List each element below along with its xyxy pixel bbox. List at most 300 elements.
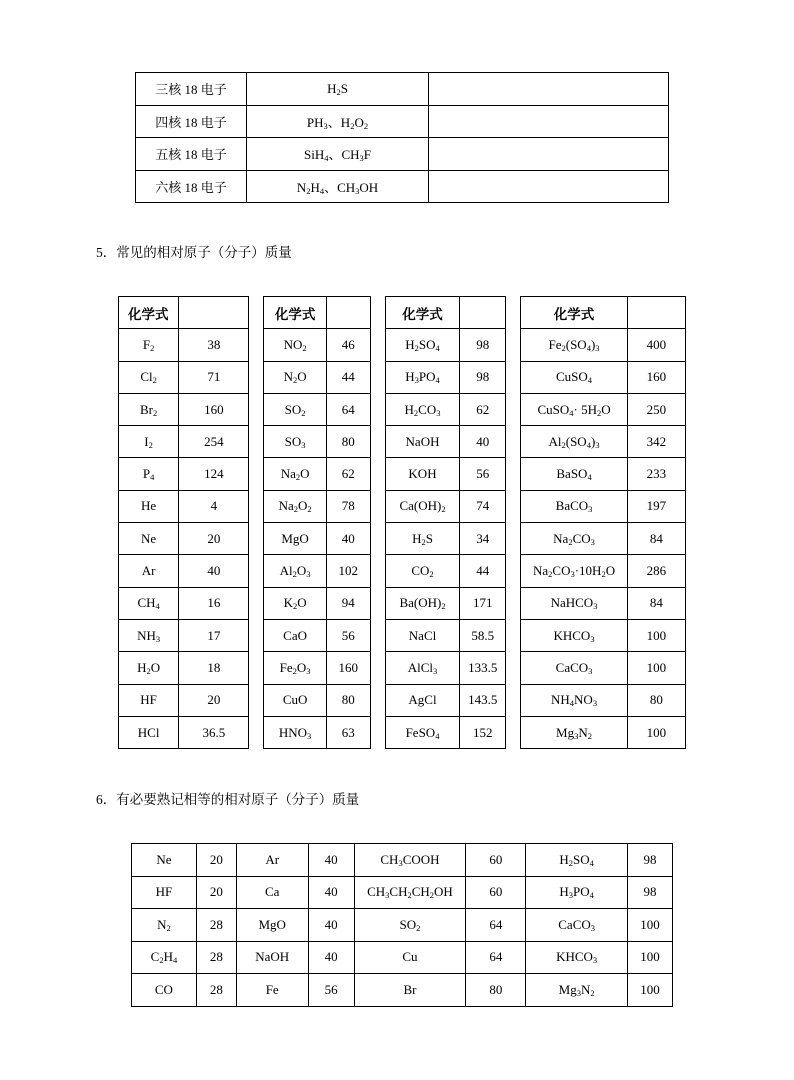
subscript: 4 <box>150 472 155 483</box>
mass-cell: 20 <box>196 844 236 877</box>
table-cell: 六核 18 电子 <box>136 170 247 203</box>
mass-cell: 78 <box>326 490 370 522</box>
table-cell: $H_2S$ <box>247 73 429 106</box>
table-header-row <box>119 297 686 329</box>
table-row <box>132 844 673 877</box>
formula-cell: $K_2O$ <box>264 587 326 619</box>
header-cell <box>179 297 249 329</box>
gap-cell <box>370 716 385 748</box>
formula-cell: $Mg_3N_2$ <box>526 974 628 1007</box>
gap-cell <box>249 490 264 522</box>
mass-cell: 98 <box>628 876 673 909</box>
mass-cell: 102 <box>326 555 370 587</box>
mass-cell: 63 <box>326 716 370 748</box>
table-cell: $N_2H_4$、$CH_3OH$ <box>247 170 429 203</box>
mass-cell: 28 <box>196 974 236 1007</box>
subscript: 2 <box>292 665 297 676</box>
subscript: 2 <box>293 504 298 515</box>
subscript: 2 <box>307 504 312 515</box>
subscript: 3 <box>570 569 575 580</box>
formula-cell: $Ba(OH)_2$ <box>385 587 459 619</box>
gap-cell <box>506 297 521 329</box>
formula-cell: $P_4$ <box>119 458 179 490</box>
gap-cell <box>249 361 264 393</box>
mass-cell: 46 <box>326 329 370 361</box>
table-row <box>132 909 673 942</box>
formula-cell: $KHCO_3$ <box>521 619 627 651</box>
gap-cell <box>506 458 521 490</box>
table-cell: $PH_3$、$H_2O_2$ <box>247 105 429 138</box>
formula-cell: Ca <box>236 876 308 909</box>
gap-cell <box>249 426 264 458</box>
table-cell: SiH$_4$、$CH_3F$ <box>247 138 429 171</box>
mass-cell: 40 <box>326 523 370 555</box>
mass-cell: 62 <box>460 393 506 425</box>
formula-cell: CaCO$_3$ <box>521 652 627 684</box>
subscript: 2 <box>413 407 419 418</box>
gap-cell <box>370 393 385 425</box>
formula-cell: BaSO$_4$ <box>521 458 627 490</box>
formula-cell: Ne <box>119 523 179 555</box>
gap-cell <box>370 297 385 329</box>
table-row <box>119 587 686 619</box>
mass-cell: 160 <box>179 393 249 425</box>
gap-cell <box>249 555 264 587</box>
subscript: 4 <box>589 857 594 868</box>
gap-cell <box>370 329 385 361</box>
gap-cell <box>506 684 521 716</box>
subscript: 2 <box>601 569 606 580</box>
formula-cell: CuSO$_4$ <box>521 361 627 393</box>
formula-cell: $N_2O$ <box>264 361 326 393</box>
gap-cell <box>370 619 385 651</box>
mass-cell: 100 <box>628 941 673 974</box>
mass-cell: 56 <box>460 458 506 490</box>
subscript: 2 <box>152 375 157 386</box>
gap-cell <box>370 490 385 522</box>
subscript: 2 <box>416 922 421 933</box>
mass-cell: 71 <box>179 361 249 393</box>
subscript: 4 <box>569 407 574 418</box>
header-cell: 化学式 <box>385 297 459 329</box>
subscript: 4 <box>319 185 325 196</box>
subscript: 3 <box>590 536 595 547</box>
subscript: 3 <box>414 375 419 386</box>
gap-cell <box>249 619 264 651</box>
gap-cell <box>249 329 264 361</box>
formula-cell: $SO_2$ <box>354 909 466 942</box>
table-cell: 五核 18 电子 <box>136 138 247 171</box>
formula-cell: $NH_4NO_3$ <box>521 684 627 716</box>
mass-cell: 4 <box>179 490 249 522</box>
subscript: 2 <box>590 987 595 998</box>
subscript: 3 <box>355 185 360 196</box>
subscript: 2 <box>414 342 419 353</box>
formula-cell: NaOH <box>385 426 459 458</box>
formula-cell: MgO <box>236 909 308 942</box>
gap-cell <box>506 361 521 393</box>
header-cell: 化学式 <box>521 297 627 329</box>
subscript: 3 <box>155 633 161 644</box>
mass-cell: 100 <box>627 619 685 651</box>
formula-cell: $CO_2$ <box>385 555 459 587</box>
relative-mass-table <box>118 296 686 749</box>
mass-cell: 80 <box>326 426 370 458</box>
mass-cell: 80 <box>627 684 685 716</box>
gap-cell <box>506 716 521 748</box>
subscript: 4 <box>586 342 591 353</box>
formula-cell: $H_2SO_4$ <box>385 329 459 361</box>
subscript: 4 <box>324 153 329 164</box>
gap-cell <box>249 523 264 555</box>
mass-cell: 98 <box>628 844 673 877</box>
table-row <box>136 170 669 203</box>
subscript: 2 <box>292 375 298 386</box>
gap-cell <box>506 426 521 458</box>
table-cell <box>429 138 669 171</box>
formula-cell: $Na_2CO_3$ <box>521 523 627 555</box>
formula-cell: CaO <box>264 619 326 651</box>
subscript: 4 <box>587 472 592 483</box>
gap-cell <box>370 587 385 619</box>
formula-cell: $SO_3$ <box>264 426 326 458</box>
mass-cell: 100 <box>627 652 685 684</box>
mass-cell: 64 <box>466 941 526 974</box>
table-cell: 三核 18 电子 <box>136 73 247 106</box>
formula-cell: FeSO$_4$ <box>385 716 459 748</box>
formula-cell: Ar <box>236 844 308 877</box>
subscript: 4 <box>587 375 593 386</box>
table-cell <box>429 105 669 138</box>
subscript: 2 <box>548 569 553 580</box>
formula-cell: NaHCO$_3$ <box>521 587 627 619</box>
subscript: 2 <box>429 569 434 580</box>
table-row <box>119 619 686 651</box>
formula-cell: NaOH <box>236 941 308 974</box>
header-cell <box>627 297 685 329</box>
subscript: 2 <box>166 922 171 933</box>
formula-cell: Cu <box>354 941 466 974</box>
mass-cell: 133.5 <box>460 652 506 684</box>
mass-cell: 94 <box>326 587 370 619</box>
table-row <box>119 393 686 425</box>
subscript: 3 <box>306 665 311 676</box>
subscript: 4 <box>435 375 440 386</box>
formula-cell: HF <box>132 876 197 909</box>
subscript: 2 <box>429 890 435 901</box>
formula-cell: $NO_2$ <box>264 329 326 361</box>
subscript: 3 <box>595 342 600 353</box>
subscript: 2 <box>587 730 592 741</box>
formula-cell: $HNO_3$ <box>264 716 326 748</box>
formula-cell: BaCO$_3$ <box>521 490 627 522</box>
mass-cell: 100 <box>627 716 685 748</box>
mass-cell: 40 <box>179 555 249 587</box>
eighteen-electron-table <box>135 72 669 203</box>
gap-cell <box>370 361 385 393</box>
table-row <box>136 105 669 138</box>
gap-cell <box>370 523 385 555</box>
formula-cell: $H_2O$ <box>119 652 179 684</box>
formula-cell: $I_2$ <box>119 426 179 458</box>
formula-cell: $H_2CO_3$ <box>385 393 459 425</box>
subscript: 2 <box>302 342 307 353</box>
mass-cell: 34 <box>460 523 506 555</box>
formula-cell: $NH_3$ <box>119 619 179 651</box>
gap-cell <box>249 393 264 425</box>
mass-cell: 80 <box>326 684 370 716</box>
subscript: 3 <box>574 730 579 741</box>
formula-cell: NaCl <box>385 619 459 651</box>
subscript: 4 <box>569 698 575 709</box>
gap-cell <box>249 652 264 684</box>
mass-cell: 100 <box>628 974 673 1007</box>
subscript: 2 <box>150 342 155 353</box>
gap-cell <box>506 393 521 425</box>
formula-cell: $H_3PO_4$ <box>526 876 628 909</box>
table-row <box>119 361 686 393</box>
subscript: 2 <box>306 185 311 196</box>
gap-cell <box>249 716 264 748</box>
formula-cell: Ne <box>132 844 197 877</box>
gap-cell <box>506 329 521 361</box>
mass-cell: 60 <box>466 876 526 909</box>
mass-cell: 160 <box>627 361 685 393</box>
formula-cell: MgO <box>264 523 326 555</box>
subscript: 2 <box>561 439 566 450</box>
subscript: 4 <box>589 890 594 901</box>
formula-cell: $CH_3CH_2CH_2OH$ <box>354 876 466 909</box>
mass-cell: 233 <box>627 458 685 490</box>
mass-cell: 250 <box>627 393 685 425</box>
gap-cell <box>506 587 521 619</box>
formula-cell: $H_2S$ <box>385 523 459 555</box>
formula-cell: CuSO$_4$· $5H_2O$ <box>521 393 627 425</box>
header-cell <box>460 297 506 329</box>
table-row <box>119 523 686 555</box>
gap-cell <box>370 555 385 587</box>
mass-cell: 62 <box>326 458 370 490</box>
formula-cell: $Fe_2(SO_4)_3$ <box>521 329 627 361</box>
subscript: 2 <box>292 569 297 580</box>
mass-cell: 342 <box>627 426 685 458</box>
table-row <box>119 329 686 361</box>
subscript: 3 <box>398 857 403 868</box>
mass-cell: 60 <box>466 844 526 877</box>
subscript: 2 <box>301 407 306 418</box>
mass-cell: 28 <box>196 941 236 974</box>
formula-cell: Br <box>354 974 466 1007</box>
mass-cell: 143.5 <box>460 684 506 716</box>
mass-cell: 171 <box>460 587 506 619</box>
subscript: 2 <box>596 407 602 418</box>
section-6-heading: 6．有必要熟记相等的相对原子（分子）质量 <box>96 792 360 807</box>
formula-cell: $Na_2CO_3\cdot 10H_2O$ <box>521 555 627 587</box>
mass-cell: 40 <box>308 876 354 909</box>
mass-cell: 197 <box>627 490 685 522</box>
formula-cell: $Br_2$ <box>119 393 179 425</box>
subscript: 3 <box>595 439 600 450</box>
mass-cell: 100 <box>628 909 673 942</box>
mass-cell: 84 <box>627 523 685 555</box>
formula-cell: CO <box>132 974 197 1007</box>
gap-cell <box>249 458 264 490</box>
table-cell: 四核 18 电子 <box>136 105 247 138</box>
formula-cell: $KHCO_3$ <box>526 941 628 974</box>
mass-cell: 20 <box>196 876 236 909</box>
formula-cell: AlCl$_3$ <box>385 652 459 684</box>
formula-cell: $H_3PO_4$ <box>385 361 459 393</box>
mass-cell: 20 <box>179 523 249 555</box>
formula-cell: $Na_2O$ <box>264 458 326 490</box>
mass-cell: 20 <box>179 684 249 716</box>
formula-cell: HF <box>119 684 179 716</box>
subscript: 3 <box>359 153 364 164</box>
formula-cell: He <box>119 490 179 522</box>
subscript: 2 <box>363 120 369 131</box>
subscript: 2 <box>146 665 151 676</box>
subscript: 3 <box>593 601 598 612</box>
gap-cell <box>370 426 385 458</box>
mass-cell: 56 <box>326 619 370 651</box>
subscript: 3 <box>568 890 573 901</box>
subscript: 2 <box>295 472 301 483</box>
mass-cell: 40 <box>308 844 354 877</box>
table-row <box>119 458 686 490</box>
mass-cell: 56 <box>308 974 354 1007</box>
subscript: 3 <box>592 698 598 709</box>
subscript: 2 <box>148 439 153 450</box>
header-cell: 化学式 <box>119 297 179 329</box>
subscript: 4 <box>435 730 440 741</box>
mass-cell: 64 <box>326 393 370 425</box>
mass-cell: 38 <box>179 329 249 361</box>
equal-mass-table <box>131 843 673 1007</box>
table-row <box>119 426 686 458</box>
mass-cell: 44 <box>460 555 506 587</box>
subscript: 3 <box>590 922 595 933</box>
table-cell <box>429 170 669 203</box>
subscript: 3 <box>588 504 593 515</box>
mass-cell: 84 <box>627 587 685 619</box>
table-cell <box>429 73 669 106</box>
gap-cell <box>249 297 264 329</box>
subscript: 2 <box>336 86 341 97</box>
gap-cell <box>506 652 521 684</box>
subscript: 3 <box>588 665 593 676</box>
gap-cell <box>370 684 385 716</box>
subscript: 2 <box>152 407 158 418</box>
formula-cell: CaCO$_3$ <box>526 909 628 942</box>
formula-cell: $Fe_2O_3$ <box>264 652 326 684</box>
formula-cell: Fe <box>236 974 308 1007</box>
formula-cell: HCl <box>119 716 179 748</box>
formula-cell: $Al_2O_3$ <box>264 555 326 587</box>
mass-cell: 16 <box>179 587 249 619</box>
subscript: 3 <box>306 569 311 580</box>
mass-cell: 400 <box>627 329 685 361</box>
mass-cell: 160 <box>326 652 370 684</box>
table-row <box>136 73 669 106</box>
subscript: 3 <box>592 955 598 966</box>
mass-cell: 152 <box>460 716 506 748</box>
mass-cell: 40 <box>308 941 354 974</box>
subscript: 2 <box>568 857 573 868</box>
gap-cell <box>506 523 521 555</box>
formula-cell: $F_2$ <box>119 329 179 361</box>
formula-cell: $Cl_2$ <box>119 361 179 393</box>
mass-cell: 36.5 <box>179 716 249 748</box>
subscript: 2 <box>350 120 355 131</box>
mass-cell: 17 <box>179 619 249 651</box>
gap-cell <box>249 684 264 716</box>
table-row <box>119 652 686 684</box>
table-row <box>132 974 673 1007</box>
mass-cell: 124 <box>179 458 249 490</box>
subscript: 3 <box>307 730 312 741</box>
subscript: 3 <box>590 633 595 644</box>
mass-cell: 254 <box>179 426 249 458</box>
gap-cell <box>506 490 521 522</box>
mass-cell: 80 <box>466 974 526 1007</box>
subscript: 4 <box>155 601 160 612</box>
mass-cell: 286 <box>627 555 685 587</box>
mass-cell: 58.5 <box>460 619 506 651</box>
formula-cell: $Na_2O_2$ <box>264 490 326 522</box>
table-row <box>119 555 686 587</box>
header-cell <box>326 297 370 329</box>
formula-cell: $C_2H_4$ <box>132 941 197 974</box>
table-row <box>136 138 669 171</box>
subscript: 2 <box>421 536 426 547</box>
subscript: 2 <box>441 601 446 612</box>
subscript: 3 <box>323 120 328 131</box>
mass-cell: 64 <box>466 909 526 942</box>
subscript: 4 <box>586 439 591 450</box>
formula-cell: $Ca(OH)_2$ <box>385 490 459 522</box>
gap-cell <box>506 555 521 587</box>
subscript: 3 <box>576 987 581 998</box>
formula-cell: $N_2$ <box>132 909 197 942</box>
subscript: 2 <box>441 504 446 515</box>
subscript: 3 <box>436 407 441 418</box>
formula-cell: $CH_3COOH$ <box>354 844 466 877</box>
gap-cell <box>370 458 385 490</box>
gap-cell <box>249 587 264 619</box>
mass-cell: 28 <box>196 909 236 942</box>
table-row <box>119 490 686 522</box>
formula-cell: $Mg_3N_2$ <box>521 716 627 748</box>
subscript: 2 <box>568 536 573 547</box>
subscript: 4 <box>435 342 440 353</box>
formula-cell: $Al_2(SO_4)_3$ <box>521 426 627 458</box>
table-row <box>119 716 686 748</box>
mass-cell: 98 <box>460 329 506 361</box>
mass-cell: 40 <box>460 426 506 458</box>
mass-cell: 18 <box>179 652 249 684</box>
header-cell: 化学式 <box>264 297 326 329</box>
subscript: 2 <box>159 955 164 966</box>
gap-cell <box>370 652 385 684</box>
mass-cell: 40 <box>308 909 354 942</box>
mass-cell: 44 <box>326 361 370 393</box>
table-row <box>132 876 673 909</box>
subscript: 4 <box>172 955 178 966</box>
gap-cell <box>506 619 521 651</box>
formula-cell: AgCl <box>385 684 459 716</box>
section-5-heading: 5．常见的相对原子（分子）质量 <box>96 245 292 260</box>
mass-cell: 74 <box>460 490 506 522</box>
